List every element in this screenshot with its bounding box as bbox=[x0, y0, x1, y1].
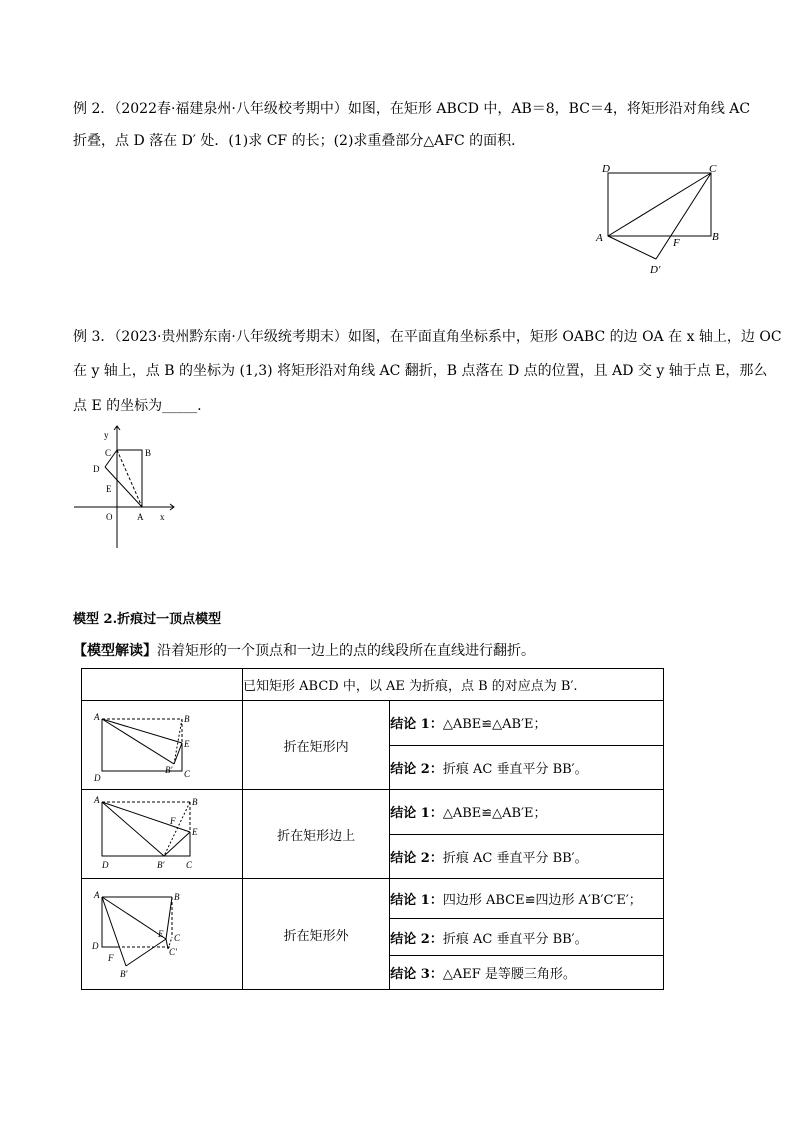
case-fold-inside: 折在矩形内 bbox=[243, 701, 390, 790]
crease-ae bbox=[102, 719, 182, 743]
fold-inside-figure bbox=[82, 701, 242, 785]
label-b: B bbox=[712, 231, 719, 243]
conclusion-text: △ABE≌△AB′E； bbox=[442, 806, 547, 822]
label-x: x bbox=[160, 512, 165, 522]
table-header-row bbox=[82, 669, 664, 701]
label-d: D bbox=[102, 860, 109, 870]
label-f: F bbox=[673, 237, 680, 249]
label-a: A bbox=[596, 232, 603, 244]
conclusion-tag: 结论 2： bbox=[390, 850, 443, 866]
example2-line1: 例 2．（2022春·福建泉州·八年级校考期中）如图，在矩形 ABCD 中，AB＝8，BC＝4，将矩形沿对角线 AC bbox=[73, 101, 751, 117]
label-e: E bbox=[184, 739, 190, 749]
example3-line1: 例 3．（2023·贵州黔东南·八年级统考期末）如图，在平面直角坐标系中，矩形 OABC 的边 OA 在 x 轴上，边 OC bbox=[73, 329, 782, 345]
model2-table bbox=[81, 668, 664, 990]
model2-intro-text: 沿着矩形的一个顶点和一边上的点的线段所在直线进行翻折。 bbox=[157, 643, 535, 659]
label-b: B bbox=[145, 448, 152, 458]
label-e: E bbox=[192, 827, 198, 837]
label-y: y bbox=[104, 430, 109, 440]
conclusion-tag: 结论 3： bbox=[390, 967, 443, 983]
label-b: B bbox=[174, 892, 180, 902]
segment-bb-prime bbox=[164, 802, 190, 856]
label-e: E bbox=[106, 484, 112, 494]
label-b-prime: B′ bbox=[157, 860, 165, 870]
segment-b-prime-e bbox=[164, 832, 190, 856]
crease-ae bbox=[102, 802, 190, 832]
case-fold-outside: 折在矩形外 bbox=[243, 879, 390, 990]
conclusion-cell bbox=[390, 956, 664, 990]
example2-line2: 折叠，点 D 落在 D′ 处．(1)求 CF 的长；(2)求重叠部分△AFC 的面积． bbox=[73, 133, 526, 149]
table-row bbox=[82, 879, 664, 919]
conclusion-text: 折痕 AC 垂直平分 BB′。 bbox=[442, 850, 588, 866]
conclusion-tag: 结论 2： bbox=[390, 931, 443, 947]
segment-b-prime-e bbox=[126, 939, 166, 966]
table-header: 已知矩形 ABCD 中，以 AE 为折痕，点 B 的对应点为 B′. bbox=[243, 669, 664, 701]
label-a: A bbox=[94, 795, 100, 805]
example3-figure bbox=[70, 424, 180, 552]
label-d-prime: D′ bbox=[650, 264, 661, 276]
label-d: D bbox=[92, 941, 99, 951]
label-c: C bbox=[174, 933, 181, 943]
label-d: D bbox=[94, 773, 101, 783]
case-fold-on-edge: 折在矩形边上 bbox=[243, 790, 390, 879]
row2-figure-cell bbox=[82, 790, 243, 879]
segment-ab-prime bbox=[102, 719, 174, 764]
conclusion-cell bbox=[390, 701, 664, 746]
label-d: D bbox=[93, 464, 100, 474]
model2-intro-tag: 【模型解读】 bbox=[73, 643, 157, 659]
label-d: D bbox=[602, 163, 610, 175]
label-o: O bbox=[106, 512, 113, 522]
segment-ab-prime bbox=[102, 897, 126, 966]
conclusion-tag: 结论 2： bbox=[390, 761, 443, 777]
label-a: A bbox=[94, 712, 100, 722]
conclusion-cell bbox=[390, 790, 664, 835]
segment-b-prime-e bbox=[174, 743, 182, 764]
label-f: F bbox=[170, 816, 176, 826]
segment-ad-prime bbox=[608, 236, 656, 259]
conclusion-tag: 结论 1： bbox=[390, 892, 443, 908]
example3-line2: 在 y 轴上，点 B 的坐标为 (1,3) 将矩形沿对角线 AC 翻折，B 点落在 D 点的位置，且 AD 交 y 轴于点 E，那么 bbox=[73, 363, 768, 379]
conclusion-cell bbox=[390, 834, 664, 879]
conclusion-text: △ABE≌△AB′E； bbox=[442, 717, 547, 733]
label-a: A bbox=[137, 512, 144, 522]
conclusion-tag: 结论 1： bbox=[390, 717, 443, 733]
table-row bbox=[82, 701, 664, 746]
conclusion-cell bbox=[390, 879, 664, 919]
example2-figure bbox=[592, 162, 732, 282]
model2-title: 模型 2.折痕过一顶点模型 bbox=[73, 612, 222, 627]
fold-outside-figure bbox=[82, 879, 242, 985]
conclusion-text: 四边形 ABCE≌四边形 A′B′C′E′； bbox=[442, 892, 642, 908]
conclusion-cell bbox=[390, 745, 664, 790]
label-e: E bbox=[158, 929, 164, 939]
segment-ab-prime bbox=[102, 802, 164, 856]
rect-solid-edges bbox=[102, 802, 190, 856]
model2-intro bbox=[73, 641, 535, 661]
conclusion-text: 折痕 AC 垂直平分 BB′。 bbox=[442, 761, 588, 777]
segment-be bbox=[166, 897, 172, 939]
diagonal-ac bbox=[608, 173, 711, 236]
label-b: B bbox=[192, 797, 198, 807]
label-b-prime: B′ bbox=[120, 969, 128, 979]
table-row bbox=[82, 790, 664, 835]
row1-figure-cell bbox=[82, 701, 243, 790]
header-empty-cell bbox=[82, 669, 243, 701]
label-f: F bbox=[108, 953, 114, 963]
conclusion-tag: 结论 1： bbox=[390, 806, 443, 822]
label-c: C bbox=[709, 163, 717, 175]
label-a: A bbox=[94, 890, 100, 900]
fold-on-edge-figure bbox=[82, 790, 242, 874]
label-c: C bbox=[105, 448, 112, 458]
label-b: B bbox=[184, 714, 190, 724]
label-c: C bbox=[184, 769, 191, 779]
diagonal-ac bbox=[117, 450, 142, 507]
conclusion-text: 折痕 AC 垂直平分 BB′。 bbox=[442, 931, 588, 947]
conclusion-text: △AEF 是等腰三角形。 bbox=[442, 967, 576, 983]
label-c-prime: C′ bbox=[169, 947, 177, 957]
label-c: C bbox=[186, 860, 193, 870]
segment-cd-prime bbox=[656, 173, 711, 259]
conclusion-cell bbox=[390, 918, 664, 956]
row3-figure-cell bbox=[82, 879, 243, 990]
example3-line3: 点 E 的坐标为_____. bbox=[73, 398, 202, 414]
crease-ae bbox=[102, 897, 166, 939]
label-b-prime: B′ bbox=[165, 765, 173, 775]
